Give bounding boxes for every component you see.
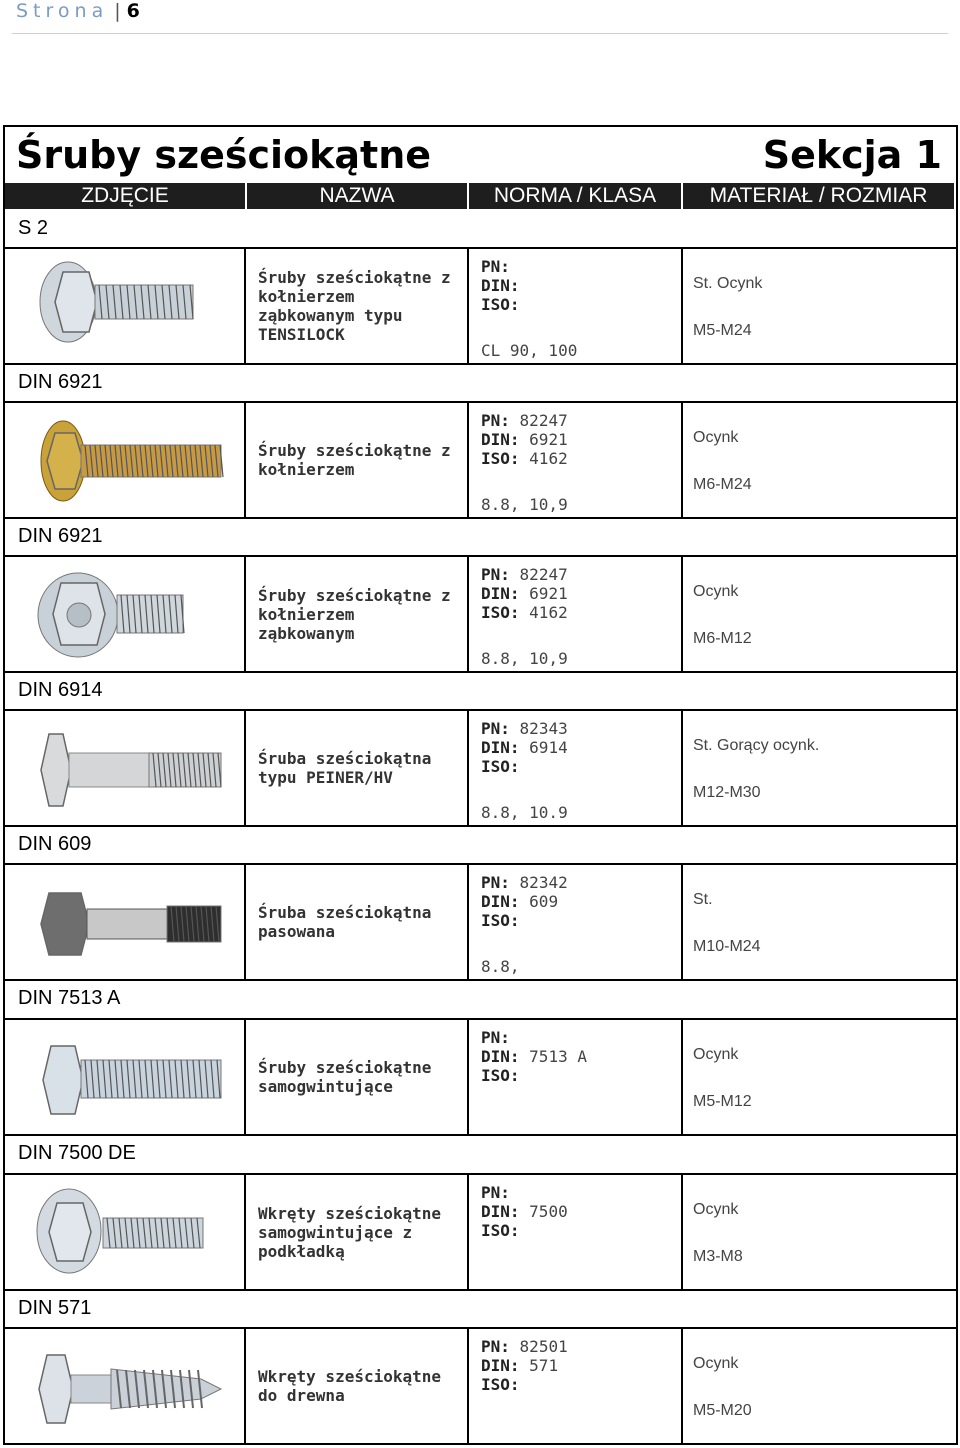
pn-line (481, 257, 520, 276)
pn-label: PN: (481, 411, 510, 430)
material: St. Ocynk (693, 275, 763, 292)
norm-block (481, 719, 568, 776)
iso-label: ISO: (481, 911, 520, 930)
size-range: M6-M24 (693, 476, 752, 493)
thread-forming-bolt-icon (33, 1028, 228, 1128)
product-row (5, 1327, 958, 1445)
material-cell (683, 555, 958, 673)
flange-bolt-yellow-icon (33, 411, 228, 511)
pn-line (481, 1337, 568, 1356)
din-line (481, 892, 568, 911)
iso-label: ISO: (481, 295, 520, 314)
material-cell (683, 1018, 958, 1136)
din-value: 7513 A (529, 1047, 587, 1066)
norm-cell (469, 247, 683, 365)
pn-label: PN: (481, 719, 510, 738)
din-value: 6914 (529, 738, 568, 757)
iso-line (481, 1066, 587, 1085)
material-cell (683, 401, 958, 519)
din-line (481, 276, 520, 295)
product-name: Śruby sześciokątne z kołnierzem ząbkowanym typu TENSILOCK (258, 268, 451, 344)
din-line (481, 1356, 568, 1375)
norm-block (481, 565, 568, 622)
size-range: M6-M12 (693, 630, 752, 647)
product-row (5, 555, 958, 673)
din-label: DIN: (481, 1202, 520, 1221)
pn-line (481, 1183, 568, 1202)
name-cell (246, 1018, 469, 1136)
din-value: 609 (529, 892, 559, 911)
photo-cell (5, 1018, 246, 1136)
material: Ocynk (693, 583, 739, 600)
din-code: DIN 7500 DE (18, 1142, 136, 1164)
iso-label: ISO: (481, 449, 520, 468)
iso-label: ISO: (481, 1221, 520, 1240)
pn-value: 82501 (519, 1337, 568, 1356)
norm-cell (469, 1018, 683, 1136)
flange-serrated-bolt-icon (33, 257, 228, 357)
product-name: Wkręty sześciokątne samogwintujące z podkładką (258, 1203, 442, 1261)
product-row (5, 1173, 958, 1291)
din-label: DIN: (481, 1047, 520, 1066)
din-line (481, 584, 568, 603)
product-row (5, 401, 958, 519)
din-label: DIN: (481, 1356, 520, 1375)
material: St. Gorący ocynk. (693, 737, 820, 754)
din-code: DIN 6921 (18, 525, 103, 547)
product-name: Śruba sześciokątna pasowana (258, 903, 432, 941)
pn-label: PN: (481, 1028, 510, 1047)
column-header-norm: NORMA / KLASA (469, 183, 681, 209)
name-cell (246, 1327, 469, 1445)
din-code: DIN 609 (18, 833, 92, 855)
flange-serrated-bolt-short-icon (33, 565, 228, 665)
product-name: Śruby sześciokątne z kołnierzem ząbkowanym (258, 585, 451, 643)
din-value: 6921 (529, 430, 568, 449)
column-header-name: NAZWA (247, 183, 467, 209)
material-cell (683, 709, 958, 827)
property-class: 8.8, 10.9 (481, 803, 568, 822)
din-label: DIN: (481, 430, 520, 449)
norm-block (481, 1028, 587, 1085)
iso-line (481, 757, 568, 776)
pn-line (481, 411, 568, 430)
din-value: 7500 (529, 1202, 568, 1221)
page-header (16, 0, 140, 22)
norm-block (481, 873, 568, 930)
product-row (5, 1018, 958, 1136)
iso-line (481, 1221, 568, 1240)
iso-line (481, 911, 568, 930)
name-cell (246, 247, 469, 365)
din-line (481, 430, 568, 449)
din-line (481, 1202, 568, 1221)
name-cell (246, 1173, 469, 1291)
material-cell (683, 863, 958, 981)
photo-cell (5, 863, 246, 981)
size-range: M12-M30 (693, 784, 761, 801)
iso-label: ISO: (481, 1066, 520, 1085)
din-code: DIN 571 (18, 1297, 92, 1319)
din-value: 571 (529, 1356, 559, 1375)
column-header-photo: ZDJĘCIE (5, 183, 245, 209)
pn-line (481, 873, 568, 892)
product-name: Śruba sześciokątna typu PEINER/HV (258, 749, 432, 787)
iso-label: ISO: (481, 1375, 520, 1394)
size-range: M5-M20 (693, 1402, 752, 1419)
photo-cell (5, 555, 246, 673)
iso-line (481, 449, 568, 468)
name-cell (246, 863, 469, 981)
section-label: Sekcja 1 (762, 133, 942, 177)
property-class: 8.8, 10,9 (481, 495, 568, 514)
product-name: Śruby sześciokątne samogwintujące (258, 1058, 432, 1096)
name-cell (246, 709, 469, 827)
property-class: CL 90, 100 (481, 341, 578, 360)
page-word: Strona (16, 0, 109, 22)
iso-value: 4162 (529, 449, 568, 468)
material: St. (693, 891, 713, 908)
norm-cell (469, 1327, 683, 1445)
photo-cell (5, 247, 246, 365)
page-separator: | (114, 0, 121, 22)
pn-value: 82247 (519, 565, 568, 584)
din-label: DIN: (481, 892, 520, 911)
product-name: Śruby sześciokątne z kołnierzem (258, 441, 451, 479)
hex-bolt-hdg-icon (33, 719, 228, 819)
iso-value: 4162 (529, 603, 568, 622)
fitted-bolt-black-icon (33, 873, 228, 973)
din-label: DIN: (481, 738, 520, 757)
pn-value: 82247 (519, 411, 568, 430)
photo-cell (5, 709, 246, 827)
pn-line (481, 1028, 587, 1047)
catalog-title: Śruby sześciokątne (16, 133, 432, 177)
column-header-material: MATERIAŁ / ROZMIAR (683, 183, 954, 209)
pn-line (481, 719, 568, 738)
material-cell (683, 247, 958, 365)
flange-thread-forming-screw-icon (33, 1183, 228, 1283)
norm-cell (469, 709, 683, 827)
pn-label: PN: (481, 1183, 510, 1202)
size-range: M10-M24 (693, 938, 761, 955)
pn-label: PN: (481, 1337, 510, 1356)
pn-line (481, 565, 568, 584)
wood-screw-icon (33, 1337, 228, 1437)
material: Ocynk (693, 429, 739, 446)
name-cell (246, 401, 469, 519)
material: Ocynk (693, 1355, 739, 1372)
iso-label: ISO: (481, 603, 520, 622)
norm-block (481, 1337, 568, 1394)
norm-block (481, 411, 568, 468)
product-row (5, 863, 958, 981)
product-row (5, 709, 958, 827)
photo-cell (5, 401, 246, 519)
material: Ocynk (693, 1201, 739, 1218)
size-range: M3-M8 (693, 1248, 743, 1265)
din-line (481, 738, 568, 757)
iso-label: ISO: (481, 757, 520, 776)
din-value: 6921 (529, 584, 568, 603)
photo-cell (5, 1327, 246, 1445)
norm-block (481, 257, 520, 314)
product-row (5, 247, 958, 365)
din-label: DIN: (481, 584, 520, 603)
norm-cell (469, 863, 683, 981)
size-range: M5-M24 (693, 322, 752, 339)
din-code: DIN 7513 A (18, 987, 121, 1009)
material-cell (683, 1327, 958, 1445)
norm-block (481, 1183, 568, 1240)
norm-cell (469, 555, 683, 673)
iso-line (481, 295, 520, 314)
name-cell (246, 555, 469, 673)
pn-value: 82342 (519, 873, 568, 892)
pn-label: PN: (481, 873, 510, 892)
iso-line (481, 603, 568, 622)
din-code: DIN 6921 (18, 371, 103, 393)
photo-cell (5, 1173, 246, 1291)
din-label: DIN: (481, 276, 520, 295)
norm-cell (469, 1173, 683, 1291)
material: Ocynk (693, 1046, 739, 1063)
product-name: Wkręty sześciokątne do drewna (258, 1367, 442, 1405)
header-rule (12, 33, 948, 34)
material-cell (683, 1173, 958, 1291)
size-range: M5-M12 (693, 1093, 752, 1110)
pn-label: PN: (481, 257, 510, 276)
pn-label: PN: (481, 565, 510, 584)
page-number: 6 (126, 0, 140, 22)
norm-cell (469, 401, 683, 519)
iso-line (481, 1375, 568, 1394)
property-class: 8.8, 10,9 (481, 649, 568, 668)
din-code: S 2 (18, 217, 49, 239)
din-code: DIN 6914 (18, 679, 103, 701)
pn-value: 82343 (519, 719, 568, 738)
din-line (481, 1047, 587, 1066)
property-class: 8.8, (481, 957, 520, 976)
